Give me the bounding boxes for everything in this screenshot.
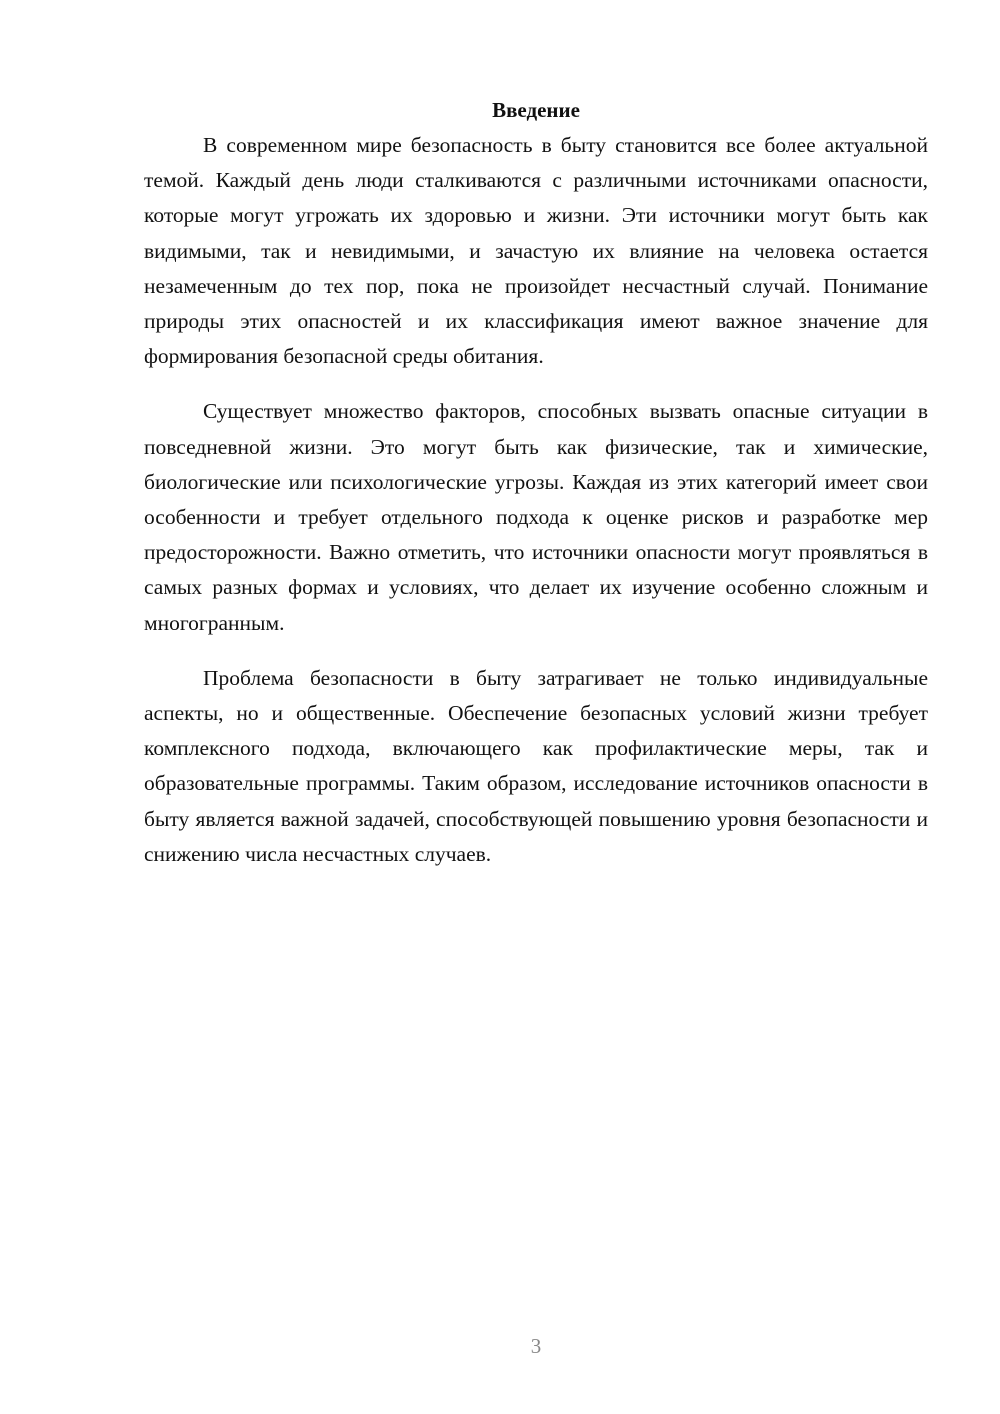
paragraph-2: Существует множество факторов, способных вызвать опасные ситуации в повседневной жизни. Это могут быть как физические, так и химические, биологические или психологические угрозы. Каждая из этих категорий имеет свои особенности и требует отдельного подхода к оценке рисков и разработке мер предосторожности. Важно отметить, что источники опасности могут проявляться в самых разных формах и условиях, что делает их изучение особенно сложным и многогранным. <box>144 399 928 635</box>
page-number: 3 <box>530 1334 542 1358</box>
paragraph-1: В современном мире безопасность в быту становится все более актуальной темой. Каждый день люди сталкиваются с различными источниками опасности, которые могут угрожать их здоровью и жизни. Эти источники могут быть как видимыми, так и невидимыми, и зачастую их влияние на человека остается незамеченным до тех пор, пока не произойдет несчастный случай. Понимание природы этих опасностей и их классификация имеют важное значение для формирования безопасной среды обитания. <box>144 133 928 369</box>
section-heading: Введение <box>492 98 580 122</box>
paragraph-3: Проблема безопасности в быту затрагивает не только индивидуальные аспекты, но и общественные. Обеспечение безопасных условий жизни требует комплексного подхода, включающего как профилактические меры, так и образовательные программы. Таким образом, исследование источников опасности в быту является важной задачей, способствующей повышению уровня безопасности и снижению числа несчастных случаев. <box>144 665 928 866</box>
page-content <box>144 92 928 892</box>
